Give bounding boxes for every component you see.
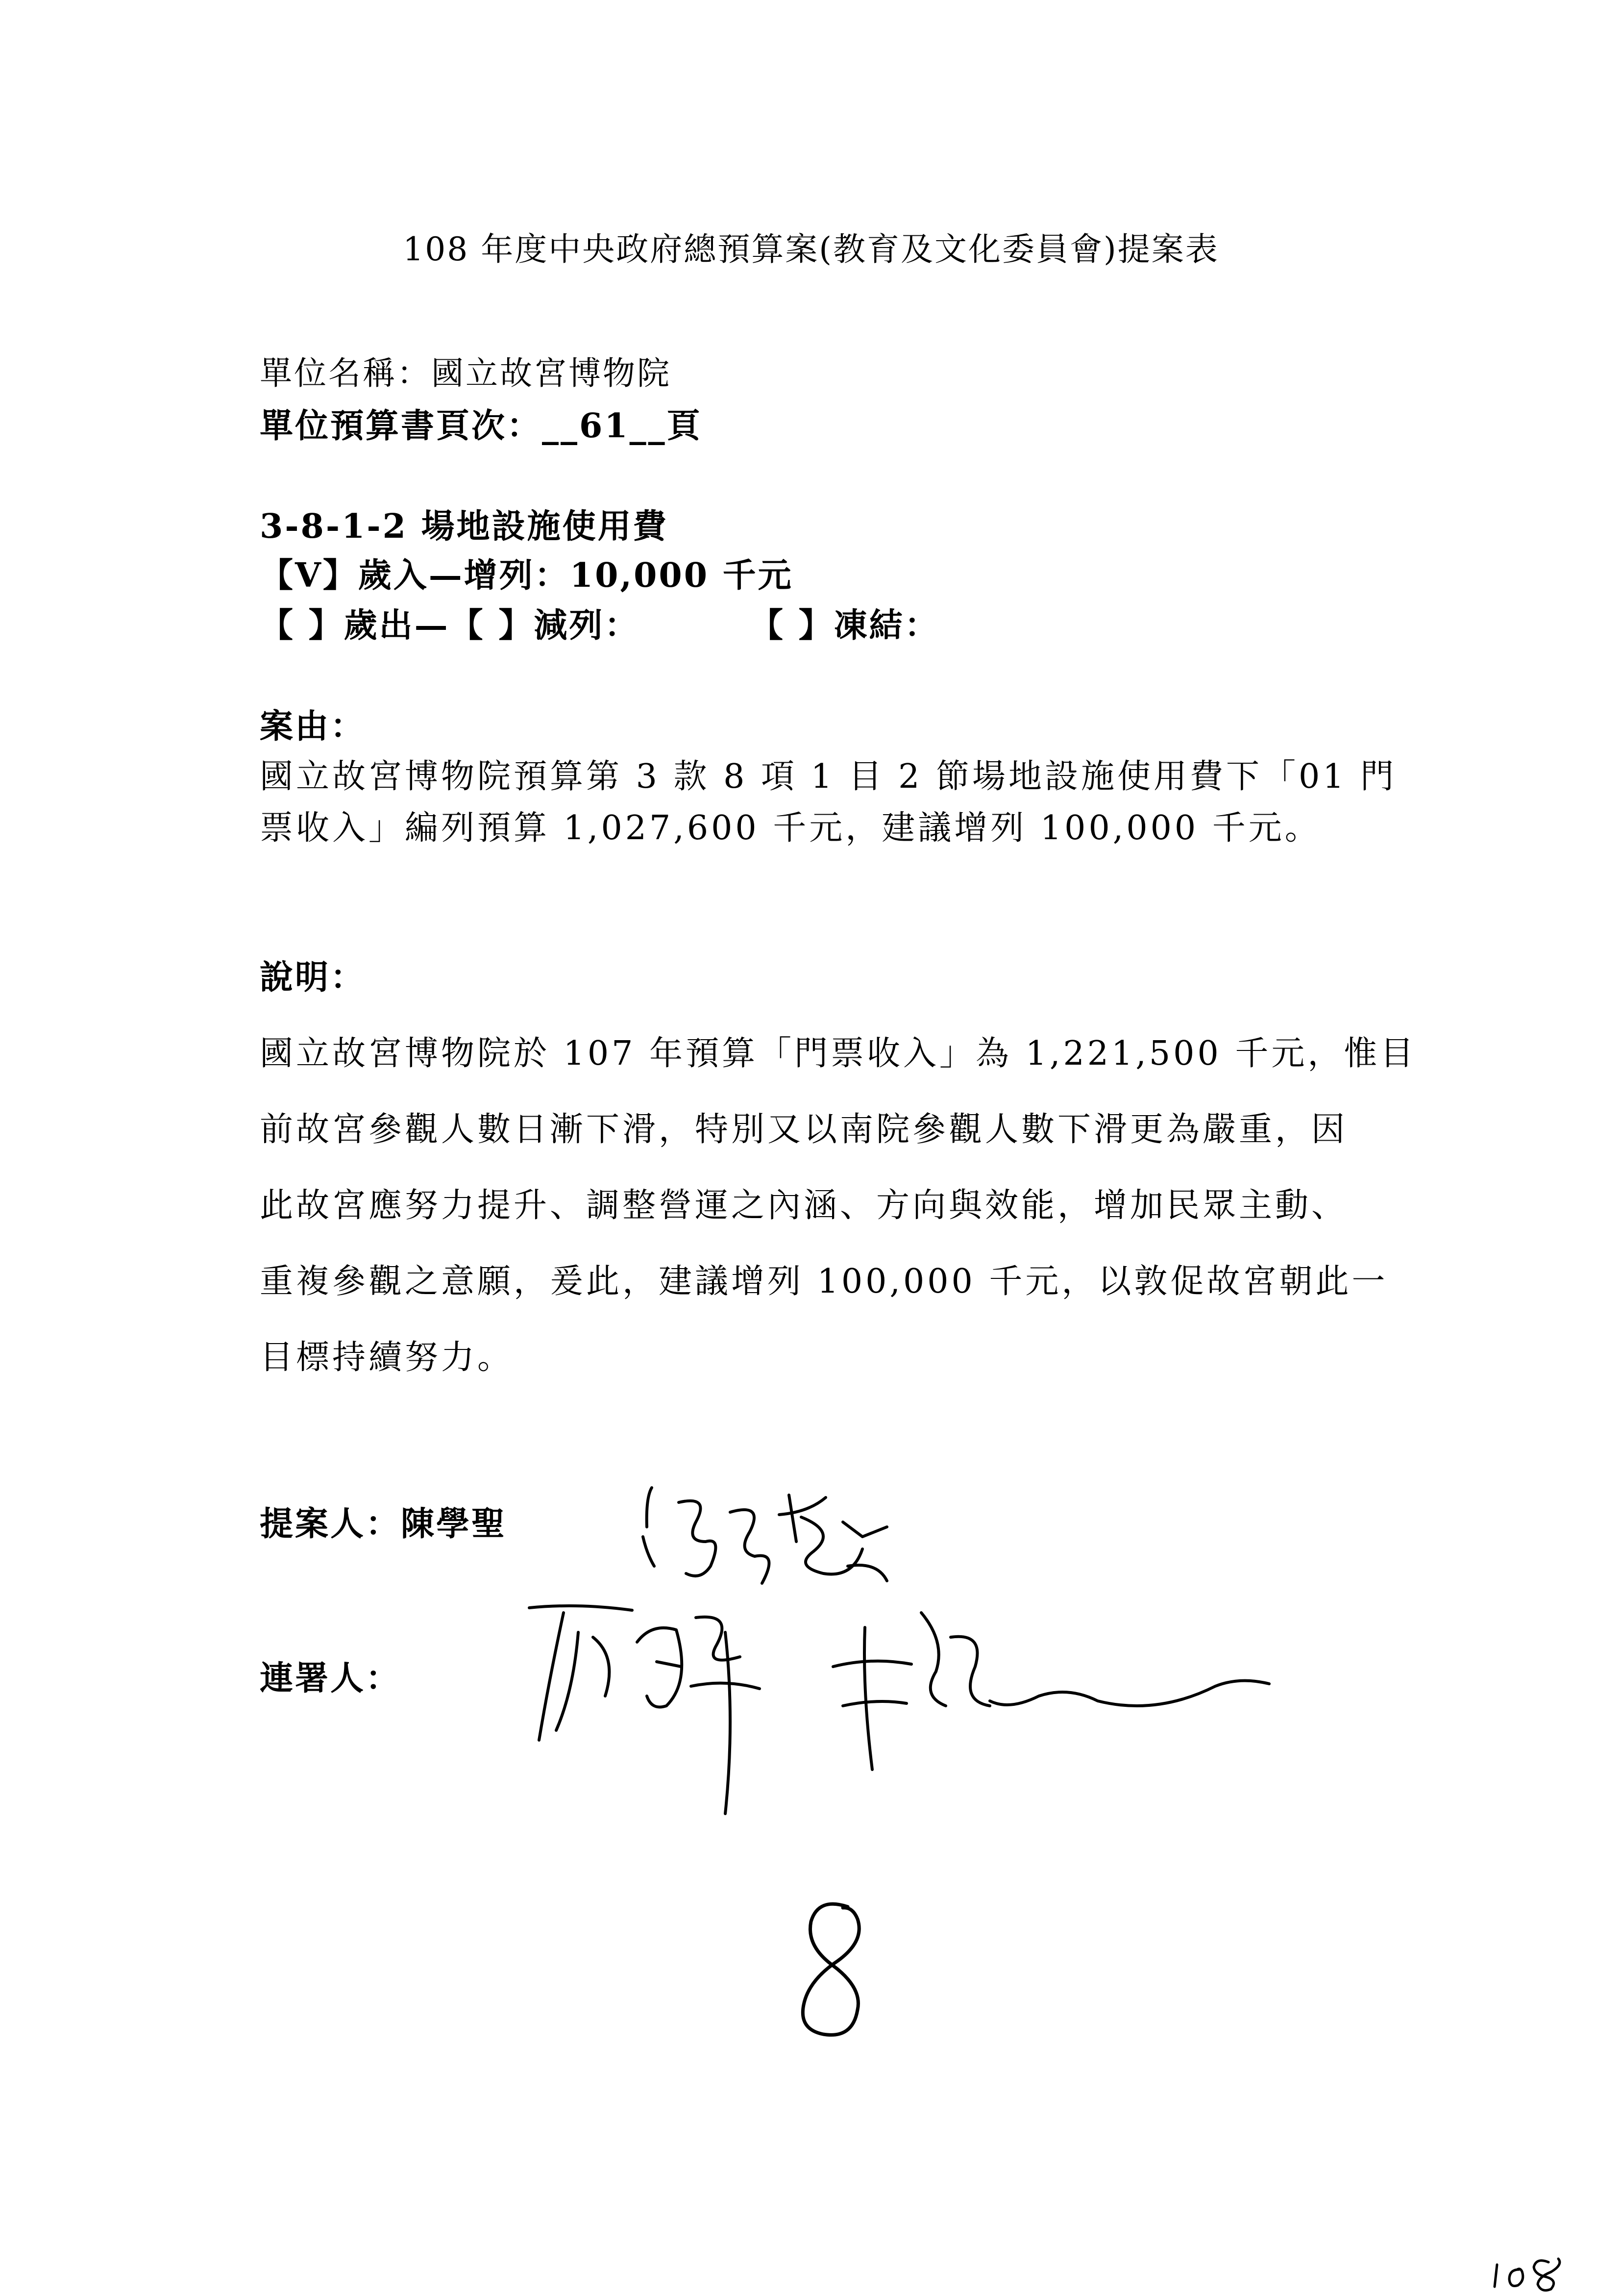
explanation-heading: 說明：: [260, 958, 366, 997]
explanation-line: 此故宮應努力提升、調整營運之內涵、方向與效能，增加民眾主動、: [260, 1186, 1348, 1225]
freeze-line: 【 】凍結：: [750, 606, 940, 645]
explanation-line: 國立故宮博物院於 107 年預算「門票收入」為 1,221,500 千元，惟目: [260, 1034, 1417, 1073]
handwritten-page-number: [784, 1897, 882, 2044]
budget-page: 單位預算書頁次：__61__頁: [260, 406, 702, 446]
reason-line: 國立故宮博物院預算第 3 款 8 項 1 目 2 節場地設施使用費下「01 門: [260, 757, 1397, 796]
proposer-label: 提案人：陳學聖: [260, 1504, 507, 1544]
proposer-signature: [632, 1468, 926, 1596]
cosigner-signatures: [519, 1583, 1284, 1819]
explanation-line: 重複參觀之意願，爰此，建議增列 100,000 千元，以敦促故宮朝此一: [260, 1262, 1388, 1301]
cosigner-label: 連署人：: [260, 1659, 401, 1698]
reason-heading: 案由：: [260, 707, 366, 746]
unit-name: 單位名稱：國立故宮博物院: [260, 354, 671, 392]
explanation-line: 目標持續努力。: [260, 1338, 514, 1377]
corner-mark: [1490, 2255, 1578, 2294]
revenue-line: 【V】歲入—增列：10,000 千元: [260, 556, 793, 595]
expenditure-line: 【 】歲出—【 】減列：: [260, 606, 640, 645]
reason-line: 票收入」編列預算 1,027,600 千元，建議增列 100,000 千元。: [260, 809, 1321, 848]
item-code: 3-8-1-2 場地設施使用費: [260, 507, 668, 546]
document-title: 108 年度中央政府總預算案(教育及文化委員會)提案表: [403, 230, 1219, 268]
explanation-line: 前故宮參觀人數日漸下滑，特別又以南院參觀人數下滑更為嚴重，因: [260, 1110, 1348, 1149]
